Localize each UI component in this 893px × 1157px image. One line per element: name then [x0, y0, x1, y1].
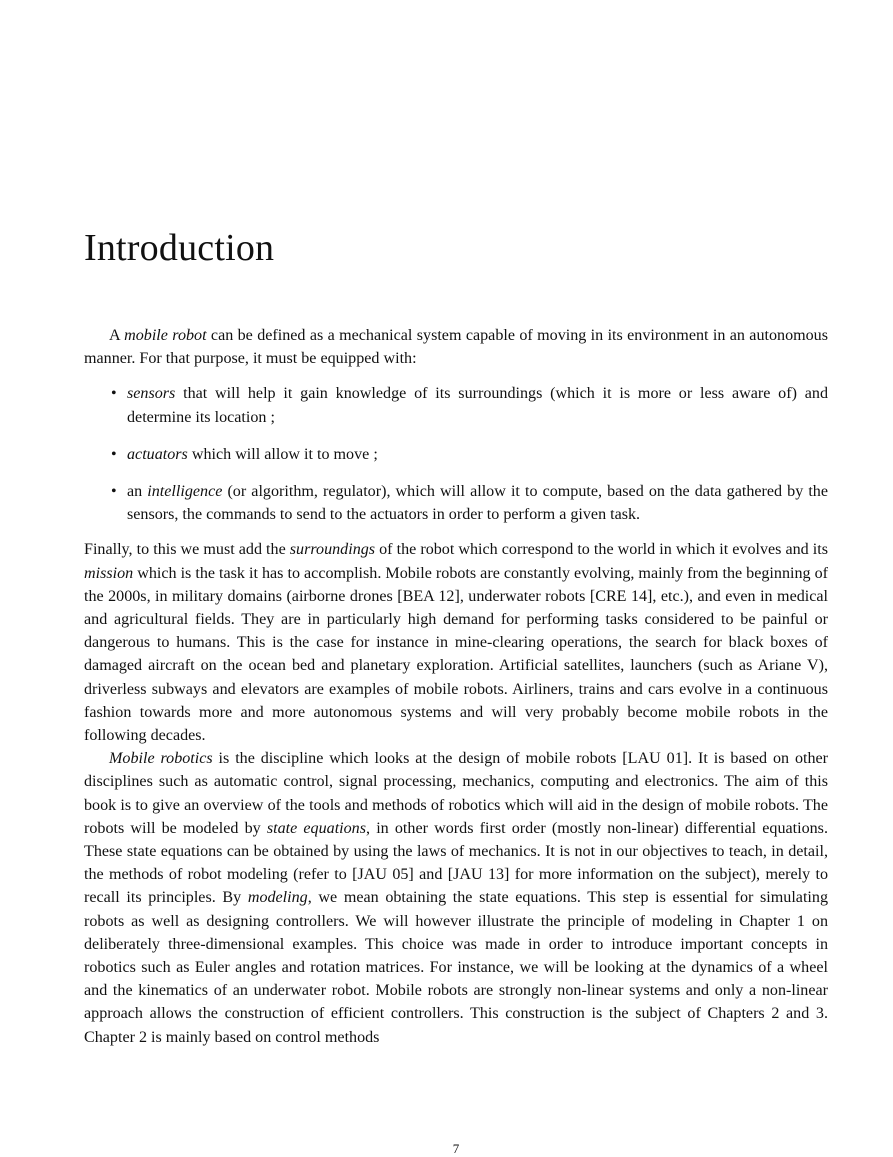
- term-actuators: actuators: [127, 445, 188, 463]
- intro-text-end: can be defined as a mechanical system capable of moving in its environment in an autonomous manner. For that purpose, it must be equipped with:: [84, 327, 828, 368]
- list-item-sensors: [111, 382, 828, 428]
- paragraph-text: Finally, to this we must add the: [84, 541, 290, 559]
- bullet-icon: •: [111, 483, 117, 501]
- term-modeling: modeling: [247, 889, 308, 907]
- list-item-actuators: [111, 443, 828, 466]
- paragraph-text: which is the task it has to accomplish. Mobile robots are constantly evolving, mainly from the beginning of the 2000s, in military domains (airborne drones [BEA 12], underwater robots [CRE 14], etc.), and even in medical and agricultural fields. They are in particularly high demand for performing tasks considered to be painful or dangerous to humans. This is the case for instance in mine-clearing operations, the search for black boxes of damaged aircraft on the ocean bed and planetary exploration. Artificial satellites, launchers (such as Ariane V), driverless subways and elevators are examples of mobile robots. Airliners, trains and cars evolve in a continuous fashion towards more and more autonomous systems and will very probably become mobile robots in the following decades.: [84, 564, 828, 745]
- paragraph-text: of the robot which correspond to the world in which it evolves and its: [375, 541, 828, 559]
- term-mobile-robotics: Mobile robotics: [109, 750, 213, 768]
- term-mission: mission: [84, 564, 134, 582]
- list-item-text: that will help it gain knowledge of its surroundings (which it is more or less aware of) and determine its location ;: [127, 385, 828, 426]
- list-item-prefix: an: [127, 483, 148, 501]
- term-surroundings: surroundings: [289, 541, 376, 559]
- paragraph-text: , we mean obtaining the state equations. This step is essential for simulating robots as well as designing controllers. We will however illustrate the principle of modeling in Chapter 1 on deliberately three-dimensional examples. This choice was made in order to introduce important concepts in robotics such as Euler angles and rotation matrices. For instance, we will be looking at the dynamics of a wheel and the kinematics of an underwater robot. Mobile robots are strongly non-linear systems and only a non-linear approach allows the construction of efficient controllers. This construction is the subject of Chapters 2 and 3. Chapter 2 is mainly based on control methods: [84, 889, 828, 1046]
- mobile-robotics-paragraph: [84, 747, 828, 1049]
- list-item-text: which will allow it to move ;: [187, 445, 378, 463]
- term-intelligence: intelligence: [147, 483, 223, 501]
- page-number: 7: [452, 1141, 460, 1156]
- list-item-intelligence: [111, 480, 828, 526]
- intro-paragraph: [84, 324, 828, 370]
- term-sensors: sensors: [127, 385, 176, 403]
- list-item-text: (or algorithm, regulator), which will allow it to compute, based on the data gathered by the sensors, the commands to send to the actuators in order to perform a given task.: [127, 483, 828, 524]
- surroundings-paragraph: [84, 538, 828, 747]
- intro-text-start: A: [109, 327, 125, 344]
- bullet-icon: •: [111, 385, 117, 403]
- requirements-list: [84, 382, 828, 526]
- paragraph-text: is the discipline which looks at the design of mobile robots [LAU 01]. It is based on other disciplines such as automatic control, signal processing, mechanics, computing and electronics. The aim of this book is to give an overview of the tools and methods of robotics which will aid in the design of mobile robots. The robots will be modeled by: [84, 750, 829, 837]
- term-mobile-robot: mobile robot: [124, 327, 207, 344]
- paragraph-text: , in other words first order (mostly non-linear) differential equations. These state equations can be obtained by using the laws of mechanics. It is not in our objectives to teach, in detail, the methods of robot modeling (refer to [JAU 05] and [JAU 13] for more information on the subject), merely to recall its principles. By: [84, 819, 828, 907]
- term-state-equations: state equations: [266, 819, 366, 837]
- body-text: [84, 324, 828, 1049]
- chapter-title: Introduction: [84, 227, 275, 269]
- bullet-icon: •: [111, 445, 117, 463]
